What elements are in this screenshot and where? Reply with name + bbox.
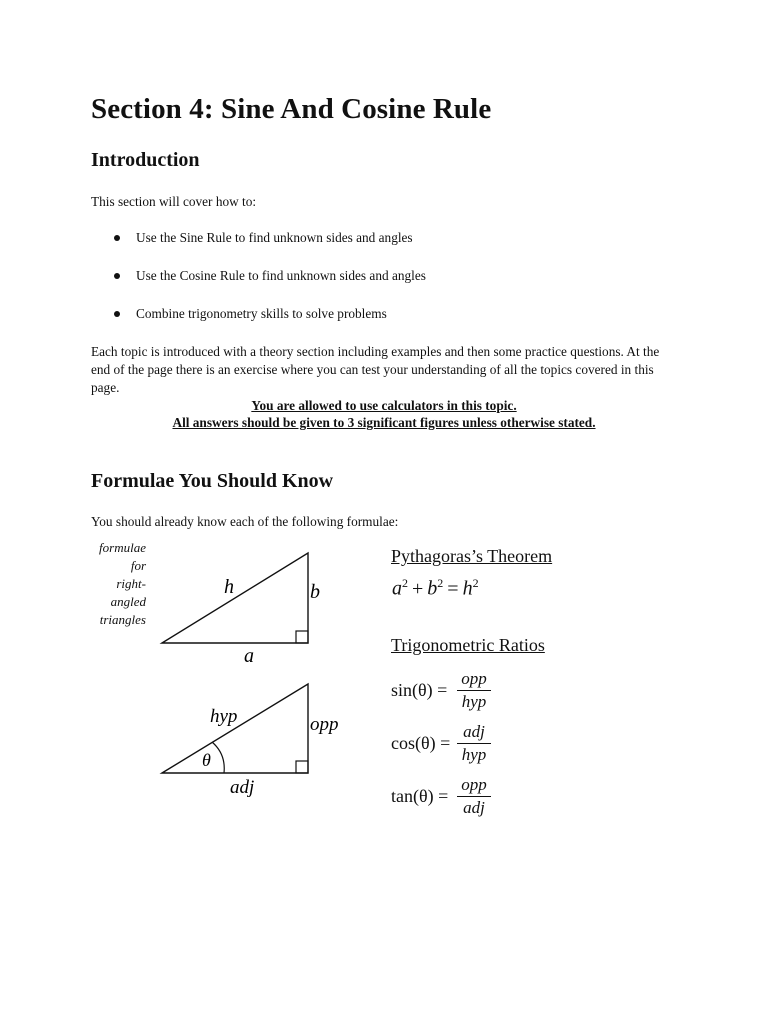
term-b: b	[427, 577, 438, 600]
label-opp: opp	[310, 714, 339, 735]
sine-lhs: sin(θ) =	[391, 680, 448, 700]
denominator: hyp	[461, 692, 487, 711]
numerator: opp	[457, 669, 491, 691]
trig-ratios-title: Trigonometric Ratios	[391, 635, 545, 655]
triangle-hab	[162, 553, 320, 667]
term-h: h	[462, 577, 473, 600]
list-item: Use the Sine Rule to find unknown sides and angles	[114, 229, 426, 267]
formulae-lead: You should already know each of the following formulae:	[91, 514, 399, 529]
side-note: formulae for right-angled triangles	[99, 540, 146, 627]
label-a: a	[244, 645, 254, 667]
list-item: Combine trigonometry skills to solve problems	[114, 305, 426, 343]
triangle-hyp-opp-adj	[162, 684, 339, 798]
triangle-outline	[162, 553, 308, 643]
triangle-outline	[162, 684, 308, 773]
right-angle-marker	[296, 631, 308, 643]
sine-fraction	[457, 669, 491, 712]
plus-sign: +	[412, 577, 424, 600]
exponent: 2	[437, 576, 444, 590]
topic-list	[114, 229, 426, 343]
label-b: b	[310, 581, 320, 603]
label-h: h	[224, 576, 234, 598]
significant-figures-notice: All answers should be given to 3 significant figures unless otherwise stated.	[172, 415, 596, 430]
right-angle-marker	[296, 761, 308, 773]
tangent-fraction	[457, 775, 491, 818]
exponent: 2	[402, 576, 408, 590]
numerator: opp	[457, 775, 491, 797]
list-item: Use the Cosine Rule to find unknown sides and angles	[114, 267, 426, 305]
pythagoras-title: Pythagoras’s Theorem	[391, 546, 553, 566]
label-adj: adj	[230, 777, 255, 798]
pythagoras-equation	[392, 576, 479, 601]
tangent-lhs: tan(θ) =	[391, 786, 449, 806]
introduction-lead: This section will cover how to:	[91, 194, 257, 209]
numerator: adj	[457, 722, 491, 744]
page-title: Section 4: Sine And Cosine Rule	[91, 93, 492, 125]
cosine-fraction	[457, 722, 491, 765]
introduction-heading: Introduction	[91, 149, 200, 171]
label-hyp: hyp	[210, 706, 238, 727]
cosine-lhs: cos(θ) =	[391, 733, 451, 753]
term-a: a	[392, 577, 402, 600]
exponent: 2	[472, 576, 479, 590]
label-theta: θ	[202, 750, 211, 770]
equals-sign: =	[447, 577, 459, 600]
calculator-notice: You are allowed to use calculators in this topic.	[251, 398, 517, 413]
denominator: adj	[463, 798, 485, 817]
introduction-paragraph: Each topic is introduced with a theory section including examples and then some practice questions. At the end of the page there is an exercise where you can test your understanding of all the topics covered in this page.	[91, 344, 660, 395]
triangle-diagrams	[150, 540, 350, 830]
angle-arc	[212, 742, 224, 773]
formulae-heading: Formulae You Should Know	[91, 470, 334, 492]
denominator: hyp	[461, 745, 487, 764]
